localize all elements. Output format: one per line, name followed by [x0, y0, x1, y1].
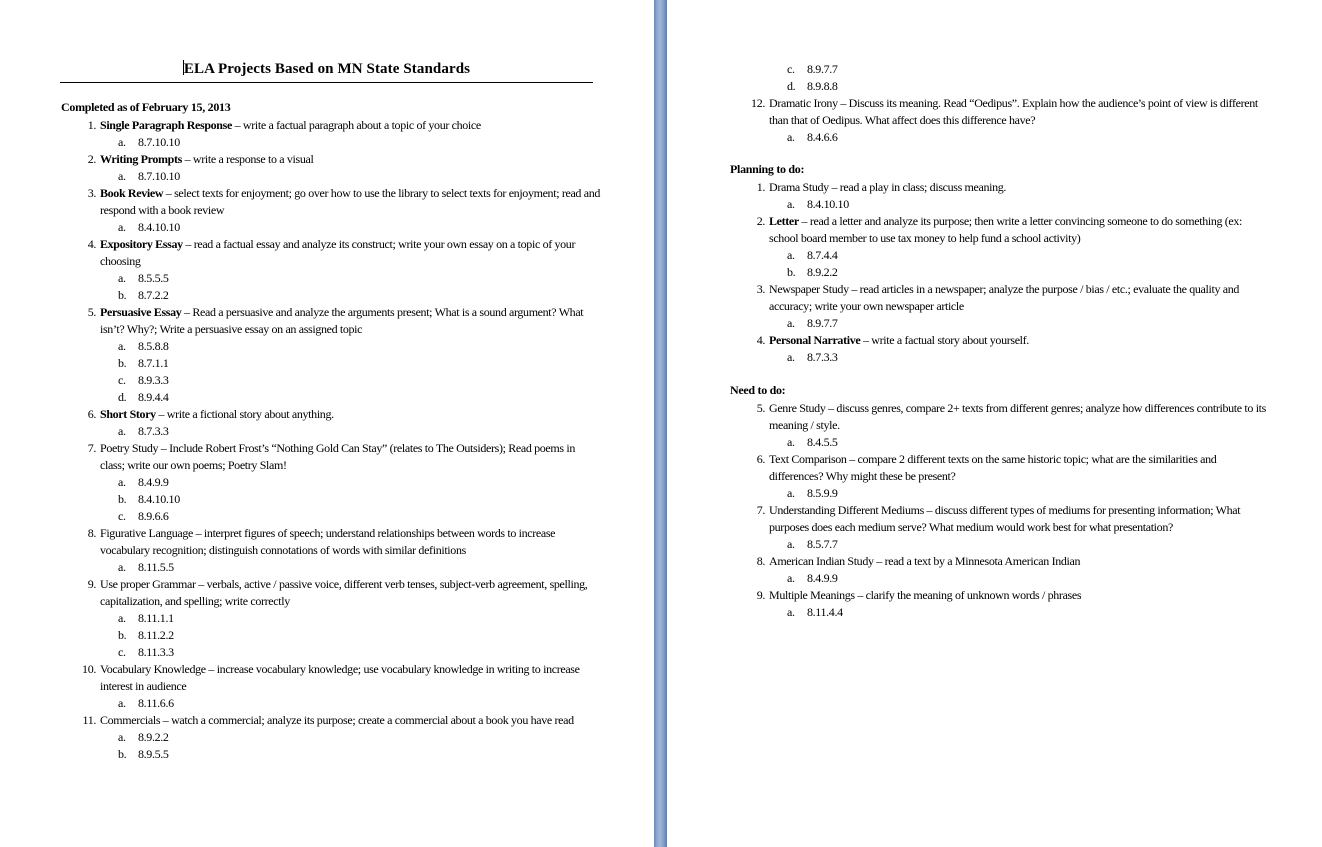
standard-code: 8.7.3.3: [138, 424, 169, 438]
standard-code: 8.5.7.7: [807, 537, 838, 551]
item-description: Multiple Meanings – clarify the meaning of unknown words / phrases: [769, 588, 1082, 602]
project-item: [751, 95, 1269, 146]
item-description: – write a factual story about yourself.: [860, 333, 1029, 347]
item-title: Personal Narrative: [769, 333, 861, 347]
sub-letter: a.: [118, 696, 126, 710]
project-item: [756, 553, 1269, 587]
standard-code-item: [100, 168, 600, 185]
standard-code: 8.4.5.5: [807, 435, 838, 449]
item-description: Vocabulary Knowledge – increase vocabulary knowledge; use vocabulary knowledge in writing to increase interest in audience: [100, 662, 580, 693]
standard-code: 8.11.4.4: [807, 605, 843, 619]
standard-code-item: [100, 508, 600, 525]
item-number: 9.: [87, 577, 96, 591]
sub-letter: a.: [118, 730, 126, 744]
standards-sublist: [769, 434, 1269, 451]
item-number: 1.: [87, 118, 96, 132]
item-title: Writing Prompts: [100, 152, 182, 166]
planning-heading: Planning to do:: [730, 162, 805, 176]
sub-letter: a.: [118, 611, 126, 625]
item-text: [100, 526, 555, 557]
project-item: [87, 406, 600, 440]
item-number: 12.: [751, 96, 765, 110]
item-text: [769, 333, 1029, 347]
standard-code-item: [100, 491, 600, 508]
item-text: [100, 118, 481, 132]
standard-code: 8.7.1.1: [138, 356, 169, 370]
item-description: – read a factual essay and analyze its construct; write your own essay on a topic of your choosing: [100, 237, 576, 268]
item-description: – Read a persuasive and analyze the arguments present; What is a sound argument? What isn’t? Why?; Write a persuasive essay on an assigned topic: [100, 305, 584, 336]
standard-code: 8.9.7.7: [807, 316, 838, 330]
sub-letter: a.: [787, 316, 795, 330]
project-item: [756, 587, 1269, 621]
item-text: [769, 214, 1242, 245]
item-title: Persuasive Essay: [100, 305, 182, 319]
item-description: Text Comparison – compare 2 different texts on the same historic topic; what are the similarities and differences? Why might these be present?: [769, 452, 1217, 483]
project-item: [82, 712, 600, 763]
standard-code: 8.4.9.9: [138, 475, 169, 489]
item-text: [100, 577, 587, 608]
need-heading: Need to do:: [730, 383, 786, 397]
standards-sublist: [769, 129, 1269, 146]
project-item: [87, 304, 600, 406]
completed-list: [82, 117, 601, 763]
standards-sublist: [769, 315, 1269, 332]
item-number: 7.: [87, 441, 96, 455]
item-description: Genre Study – discuss genres, compare 2+ texts from different genres; analyze how differences contribute to its meaning / style.: [769, 401, 1266, 432]
standards-sublist: [769, 196, 1269, 213]
item-number: 4.: [756, 333, 765, 347]
item-text: [769, 96, 1258, 127]
standard-code: 8.9.3.3: [138, 373, 169, 387]
standard-code-item: [769, 315, 1269, 332]
item-description: – write a response to a visual: [181, 152, 314, 166]
project-item: [87, 576, 600, 661]
sub-letter: a.: [118, 560, 126, 574]
standards-sublist: [100, 610, 600, 661]
project-item: [87, 525, 600, 576]
standard-code-item: [769, 78, 1269, 95]
standard-code-item: [100, 729, 600, 746]
item-number: 3.: [87, 186, 96, 200]
sub-letter: a.: [118, 169, 126, 183]
item-12-list: [751, 95, 1269, 146]
item-description: – read a letter and analyze its purpose; then write a letter convincing someone to do something (ex: school board member to use tax money to help fund a school activity): [769, 214, 1243, 245]
project-item: [756, 213, 1269, 281]
item-number: 2.: [87, 152, 96, 166]
sub-letter: a.: [118, 271, 126, 285]
standard-code: 8.9.5.5: [138, 747, 169, 761]
standard-code-item: [769, 570, 1269, 587]
document-page-left[interactable]: [0, 0, 654, 847]
item-number: 10.: [82, 662, 96, 676]
standard-code: 8.11.5.5: [138, 560, 174, 574]
project-item: [756, 451, 1269, 502]
sub-letter: a.: [787, 435, 795, 449]
item-title: Short Story: [100, 407, 156, 421]
item-description: Understanding Different Mediums – discuss different types of mediums for presenting information; What purposes does each medium serve? What medium would work best for what presentation?: [769, 503, 1241, 534]
item-text: [100, 441, 575, 472]
sub-letter: c.: [787, 62, 795, 76]
standards-sublist: [769, 570, 1269, 587]
standard-code-item: [769, 434, 1269, 451]
item-text: [100, 186, 600, 217]
standards-sublist: [769, 536, 1269, 553]
continued-sub-list: [769, 61, 1269, 95]
standards-sublist: [100, 423, 600, 440]
standards-sublist: [769, 604, 1269, 621]
item-text: [769, 503, 1240, 534]
item-number: 11.: [82, 713, 96, 727]
item-text: [769, 180, 1006, 194]
item-description: – write a fictional story about anything.: [155, 407, 334, 421]
item-number: 6.: [756, 452, 765, 466]
standard-code: 8.9.4.4: [138, 390, 169, 404]
project-item: [87, 440, 600, 525]
item-number: 6.: [87, 407, 96, 421]
standard-code: 8.4.10.10: [138, 220, 180, 234]
sub-letter: a.: [787, 248, 795, 262]
standard-code-item: [769, 129, 1269, 146]
standard-code-item: [769, 485, 1269, 502]
item-number: 5.: [756, 401, 765, 415]
standards-sublist: [100, 729, 600, 763]
standard-code-item: [100, 627, 600, 644]
standard-code-item: [769, 61, 1269, 78]
item-text: [769, 554, 1080, 568]
project-item: [87, 185, 601, 236]
standard-code: 8.7.2.2: [138, 288, 169, 302]
sub-letter: a.: [787, 537, 795, 551]
standards-sublist: [769, 349, 1269, 366]
project-item: [756, 332, 1269, 366]
sub-letter: c.: [118, 645, 126, 659]
item-description: Use proper Grammar – verbals, active / passive voice, different verb tenses, subject-verb agreement, spelling, capitalization, and spelling; write correctly: [100, 577, 588, 608]
standard-code: 8.11.6.6: [138, 696, 174, 710]
sub-letter: a.: [787, 197, 795, 211]
sub-letter: b.: [118, 747, 127, 761]
sub-letter: a.: [118, 135, 126, 149]
item-description: Newspaper Study – read articles in a newspaper; analyze the purpose / bias / etc.; evaluate the quality and accuracy; write your own newspaper article: [769, 282, 1240, 313]
standard-code-item: [769, 264, 1269, 281]
item-text: [769, 401, 1266, 432]
need-list: [756, 400, 1269, 621]
item-title: Expository Essay: [100, 237, 183, 251]
item-text: [769, 452, 1216, 483]
project-item: [87, 151, 600, 185]
item-number: 9.: [756, 588, 765, 602]
project-item: [82, 661, 600, 712]
standard-code: 8.4.10.10: [807, 197, 849, 211]
standard-code-item: [100, 338, 600, 355]
planning-list: [756, 179, 1269, 366]
item-text: [100, 407, 334, 421]
item-number: 4.: [87, 237, 96, 251]
project-item: [87, 117, 600, 151]
document-page-right[interactable]: [667, 0, 1322, 847]
sub-letter: a.: [118, 220, 126, 234]
standard-code: 8.4.6.6: [807, 130, 838, 144]
standards-sublist: [100, 695, 600, 712]
standard-code: 8.7.3.3: [807, 350, 838, 364]
standards-sublist: [769, 247, 1269, 281]
item-description: American Indian Study – read a text by a Minnesota American Indian: [769, 554, 1081, 568]
standard-code-item: [100, 355, 600, 372]
sub-letter: d.: [118, 390, 127, 404]
item-description: – write a factual paragraph about a topic of your choice: [231, 118, 481, 132]
standard-code-item: [100, 219, 600, 236]
sub-letter: a.: [118, 339, 126, 353]
standards-sublist: [100, 474, 600, 525]
standard-code-item: [100, 746, 600, 763]
project-item: [87, 236, 600, 304]
standard-code-item: [100, 270, 600, 287]
standard-code-item: [100, 474, 600, 491]
standard-code-item: [100, 610, 600, 627]
sub-letter: b.: [118, 288, 127, 302]
standard-code-item: [769, 349, 1269, 366]
standard-code: 8.9.2.2: [138, 730, 169, 744]
sub-letter: c.: [118, 509, 126, 523]
item-text: [100, 305, 583, 336]
item-description: Poetry Study – Include Robert Frost’s “Nothing Gold Can Stay” (relates to The Outsiders); Read poems in class; write our own poems; Poetry Slam!: [100, 441, 575, 472]
standard-code-item: [100, 372, 600, 389]
project-item: [756, 502, 1269, 553]
item-text: [100, 152, 313, 166]
project-item: [756, 179, 1269, 213]
standard-code: 8.9.7.7: [807, 62, 838, 76]
standards-sublist: [100, 559, 600, 576]
sub-letter: a.: [787, 605, 795, 619]
standard-code: 8.5.9.9: [807, 486, 838, 500]
item-title: Book Review: [100, 186, 164, 200]
standard-code-item: [769, 196, 1269, 213]
standard-code-item: [100, 423, 600, 440]
standard-code-item: [100, 389, 600, 406]
sub-letter: a.: [787, 130, 795, 144]
standard-code: 8.4.10.10: [138, 492, 180, 506]
item-description: Drama Study – read a play in class; discuss meaning.: [769, 180, 1007, 194]
standard-code-item: [769, 247, 1269, 264]
standard-code: 8.11.3.3: [138, 645, 174, 659]
item-description: Figurative Language – interpret figures of speech; understand relationships between words to increase vocabulary recognition; distinguish connotations of words with similar definitions: [100, 526, 556, 557]
standard-code: 8.11.1.1: [138, 611, 174, 625]
item-text: [100, 713, 574, 727]
item-text: [769, 282, 1239, 313]
page-gutter: [654, 0, 667, 847]
standard-code-item: [769, 536, 1269, 553]
standards-sublist: [100, 219, 600, 236]
standard-code: 8.9.2.2: [807, 265, 838, 279]
project-item: [756, 400, 1269, 451]
item-title: Letter: [769, 214, 799, 228]
standard-code: 8.7.10.10: [138, 135, 180, 149]
item-number: 5.: [87, 305, 96, 319]
sub-letter: a.: [787, 486, 795, 500]
standard-code-item: [100, 559, 600, 576]
standard-code: 8.9.6.6: [138, 509, 169, 523]
sub-letter: c.: [118, 373, 126, 387]
standard-code: 8.4.9.9: [807, 571, 838, 585]
item-number: 1.: [756, 180, 765, 194]
standard-code-item: [100, 134, 600, 151]
standards-sublist: [100, 270, 600, 304]
item-title: Single Paragraph Response: [100, 118, 232, 132]
standard-code-item: [100, 695, 600, 712]
standard-code: 8.5.8.8: [138, 339, 169, 353]
standard-code: 8.7.10.10: [138, 169, 180, 183]
sub-letter: d.: [787, 79, 796, 93]
item-text: [100, 662, 580, 693]
sub-letter: b.: [118, 492, 127, 506]
standards-sublist: [100, 338, 600, 406]
sub-letter: b.: [787, 265, 796, 279]
standard-code-item: [769, 604, 1269, 621]
sub-letter: a.: [118, 424, 126, 438]
document-title: ELA Projects Based on MN State Standards: [60, 60, 593, 83]
sub-letter: a.: [118, 475, 126, 489]
item-text: [769, 588, 1081, 602]
standard-code: 8.5.5.5: [138, 271, 169, 285]
completed-heading: Completed as of February 15, 2013: [61, 100, 231, 114]
project-item: [756, 281, 1269, 332]
standard-code-item: [100, 287, 600, 304]
item-number: 8.: [87, 526, 96, 540]
standards-sublist: [100, 134, 600, 151]
sub-letter: b.: [118, 628, 127, 642]
item-number: 3.: [756, 282, 765, 296]
sub-letter: a.: [787, 350, 795, 364]
standards-sublist: [100, 168, 600, 185]
item-text: [100, 237, 575, 268]
item-description: Commercials – watch a commercial; analyze its purpose; create a commercial about a book you have read: [100, 713, 574, 727]
item-number: 7.: [756, 503, 765, 517]
standard-code: 8.9.8.8: [807, 79, 838, 93]
item-number: 2.: [756, 214, 765, 228]
item-description: Dramatic Irony – Discuss its meaning. Read “Oedipus”. Explain how the audience’s point of view is different than that of Oedipus. What affect does this difference have?: [769, 96, 1258, 127]
sub-letter: a.: [787, 571, 795, 585]
item-description: – select texts for enjoyment; go over how to use the library to select texts for enjoyment; read and respond with a book review: [100, 186, 601, 217]
standards-sublist: [769, 485, 1269, 502]
standard-code-item: [100, 644, 600, 661]
sub-letter: b.: [118, 356, 127, 370]
item-number: 8.: [756, 554, 765, 568]
standard-code: 8.7.4.4: [807, 248, 838, 262]
standard-code: 8.11.2.2: [138, 628, 174, 642]
